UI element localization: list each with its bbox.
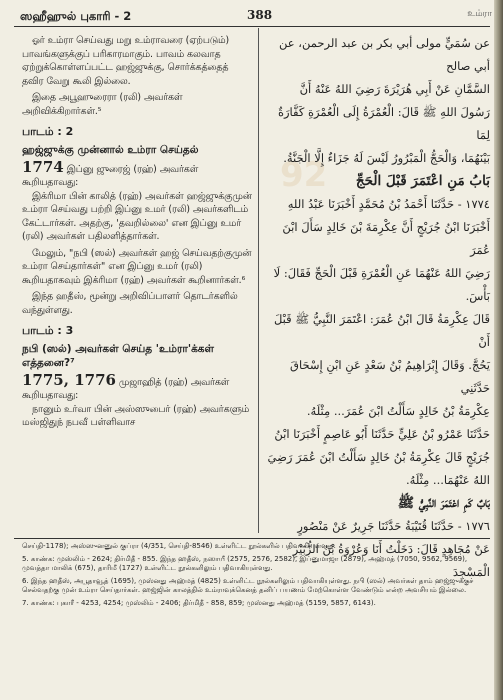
arabic-line: السَّمَّانِ عَنْ أَبِي هُرَيْرَةَ رَضِيَ اللهُ عَنْهُ أَنَّ <box>299 82 490 96</box>
arabic-line: رَضِيَ اللهُ عَنْهُمَا عَنِ الْعُمْرَةِ قَبْلَ الْحَجِّ فَقَالَ: لَا بَأْسَ. <box>273 266 490 303</box>
arabic-line: رَسُولَ اللهِ ﷺ قَالَ: الْعُمْرَةُ إِلَى الْعُمْرَةِ كَفَّارَةٌ لِمَا <box>277 105 490 142</box>
hadith-number: 1775, 1776 <box>22 370 116 389</box>
chapter-title: நபி (ஸல்) அவர்கள் செய்த 'உம்ரா'க்கள் எத்தனை?⁷ <box>22 342 214 369</box>
hadith-intro <box>22 370 252 403</box>
watermark: 92 <box>280 155 328 195</box>
arabic-line: عَنْ مُجَاهِدٍ قَالَ: دَخَلْتُ أَنَا وَعُرْوَةُ بْنُ الزُّبَيْرِ الْمَسْجِدَ <box>292 542 490 579</box>
column-divider <box>258 28 259 533</box>
arabic-line: قَالَ عِكْرِمَةُ قَالَ ابْنُ عُمَرَ: اعْتَمَرَ النَّبِيُّ ﷺ قَبْلَ أَنْ <box>273 312 490 349</box>
hadith-text: ஓர் உம்ரா செய்வது மறு உம்ராவரை (ஏற்படும்) பாவங்களுக்குப் பரிகாரமாகும். பாவம் கலவாத ஏற்றுக்கொள்ளப்பட்ட ஹஜ்ஜுக்கு, சொர்க்கத்தைத் தவிர வேறு கூலி இல்லை. <box>22 35 230 87</box>
hadith-text: நானும் உர்வா பின் அஸ்ஸுபைர் (ரஹ்) அவர்களும் மஸ்ஜிதுந் நபவீ பள்ளிவாச <box>22 403 250 428</box>
footnote-divider <box>14 538 490 539</box>
book-title: ஸஹீஹுல் புகாரி - 2 <box>20 9 132 23</box>
hadith-text: மேலும், "நபி (ஸல்) அவர்கள் ஹஜ் செய்வதற்குமுன் உம்ரா செய்தார்கள்" என இப்னு உமர் (ரலி) கூறியதாகவும் இக்ரிமா (ரஹ்) அவர்கள் கூறினார்கள்.⁶ <box>22 247 252 286</box>
page-edge-shadow <box>494 0 503 700</box>
hadith-intro-text: இப்னு ஜுரைஜ் (ரஹ்) அவர்கள் கூறியதாவது: <box>22 163 199 188</box>
running-header <box>14 6 494 26</box>
arabic-line: ١٧٧٦ - حَدَّثَنَا قُتَيْبَةُ حَدَّثَنَا جَرِيرٌ عَنْ مَنْصُورٍ <box>297 519 490 533</box>
hadith-intro-text: முஜாஹித் (ரஹ்) அவர்கள் கூறியதாவது: <box>22 376 230 401</box>
hadith-number: 1774 <box>22 157 64 176</box>
arabic-chapter-heading: بَابُ مَنِ اعْتَمَرَ قَبْلَ الْحَجِّ <box>355 173 490 189</box>
footnote: 7. காண்க: புகாரீ - 4253, 4254; முஸ்லிம் - 2406; திர்மிதீ - 858, 859; முஸ்னது அஹ்மத் (5159, 5857, 6143). <box>22 598 376 607</box>
chapter-label: பாடம் : 3 <box>22 324 74 337</box>
header-divider <box>14 26 490 27</box>
footnote: செய்தி-1178); அஸ்ஸுனனுல் குப்ரா (4/351, செய்தி-8546) உள்ளிட்ட நூல்களில் பதிவாகியுள்ளது. <box>22 542 336 550</box>
arabic-line: اللهُ عَنْهُمَا... مِثْلَهُ. <box>406 473 490 487</box>
arabic-chapter-heading: بَابٌ كَمِ اعْتَمَرَ النَّبِيُّ ﷺ <box>397 495 490 511</box>
arabic-line: عِكْرِمَةُ بْنُ خَالِدٍ سَأَلْتُ ابْنَ عُمَرَ... مِثْلَهُ. <box>306 404 490 418</box>
arabic-line: بَيْنَهُمَا، وَالْحَجُّ الْمَبْرُورُ لَيْسَ لَهُ جَزَاءٌ إِلَّا الْجَنَّةُ. <box>283 151 490 165</box>
arabic-column <box>264 32 490 584</box>
running-header-right: உம்ரா <box>467 9 492 19</box>
arabic-line: يَحُجَّ. وَقَالَ إِبْرَاهِيمُ بْنُ سَعْدٍ عَنِ ابْنِ إِسْحَاقَ حَدَّثَنِي <box>290 358 490 395</box>
arabic-line: عن سُمَيٍّ مولى أبي بكر بن عبد الرحمن، عن أبي صالح <box>278 36 490 73</box>
footnotes <box>22 542 492 612</box>
narrator-line: இதை அபூஹுரைரா (ரலி) அவர்கள் அறிவிக்கிறார்கள்.⁵ <box>22 92 183 117</box>
arabic-line: حَدَّثَنَا عَمْرُو بْنُ عَلِيٍّ حَدَّثَنَا أَبُو عَاصِمٍ أَخْبَرَنَا ابْنُ <box>274 427 490 441</box>
hadith-intro <box>22 157 252 190</box>
tamil-column <box>22 34 252 433</box>
hadith-text: இக்ரிமா பின் காலித் (ரஹ்) அவர்கள் ஹஜ்ஜுக்குமுன் உம்ரா செய்வது பற்றி இப்னு உமர் (ரலி) அவர்களிடம் கேட்டார்கள். அதற்கு, 'தவறில்லை' என இப்னு உமர் (ரலி) அவர்கள் பதிலளித்தார்கள். <box>22 190 252 242</box>
arabic-line: جُرَيْجٍ قَالَ عِكْرِمَةُ بْنُ خَالِدٍ سَأَلْتُ ابْنَ عُمَرَ رَضِيَ <box>267 450 490 464</box>
chapter-title: ஹஜ்ஜுக்கு முன்னால் உம்ரா செய்தல் <box>22 143 199 156</box>
hadith-text: இந்த ஹதீஸ், மூன்று அறிவிப்பாளர் தொடர்களில் வந்துள்ளது. <box>22 291 238 316</box>
chapter-label: பாடம் : 2 <box>22 125 74 138</box>
arabic-line: أَخْبَرَنَا ابْنُ جُرَيْجٍ أَنَّ عِكْرِمَةَ بْنَ خَالِدٍ سَأَلَ ابْنَ عُمَرَ <box>282 220 490 257</box>
footnote: 6. இந்த ஹதீஸ், அபூதாவூத் (1695), முஸ்னது அஹ்மத் (4825) உள்ளிட்ட நூல்களிலும் பதிவாகியுள்ளது. நபி (ஸல்) அவர்கள் தாம் ஹஜ்ஜுக்குச் செல்வதற்கு முன் உம்ரா செய்தார்கள். ஹஜ்ஜின் காலத்தில் உம்ராவுக்கெனத் தனிப் பயணம் மேற்கொள்ள வேண்டும் என்ற அவசியம் இல்லை. <box>22 576 474 595</box>
arabic-line: ١٧٧٤ - حَدَّثَنَا أَحْمَدُ بْنُ مُحَمَّدٍ أَخْبَرَنَا عَبْدُ اللهِ <box>287 197 490 211</box>
page-number: 388 <box>247 8 273 22</box>
footnote: 5. காண்க: முஸ்லிம் - 2624; திர்மிதீ - 855. இந்த ஹதீஸ், நஸாயீ (2575, 2576, 2582), இப்னுமாஜா (2879), அஹ்மத் (7050, 9562, 9569), முவத்தா மாலிக் (675), தாரிமீ (1727) உள்ளிட்ட நூல்களிலும் பதிவாகியுள்ளது. <box>22 554 468 573</box>
